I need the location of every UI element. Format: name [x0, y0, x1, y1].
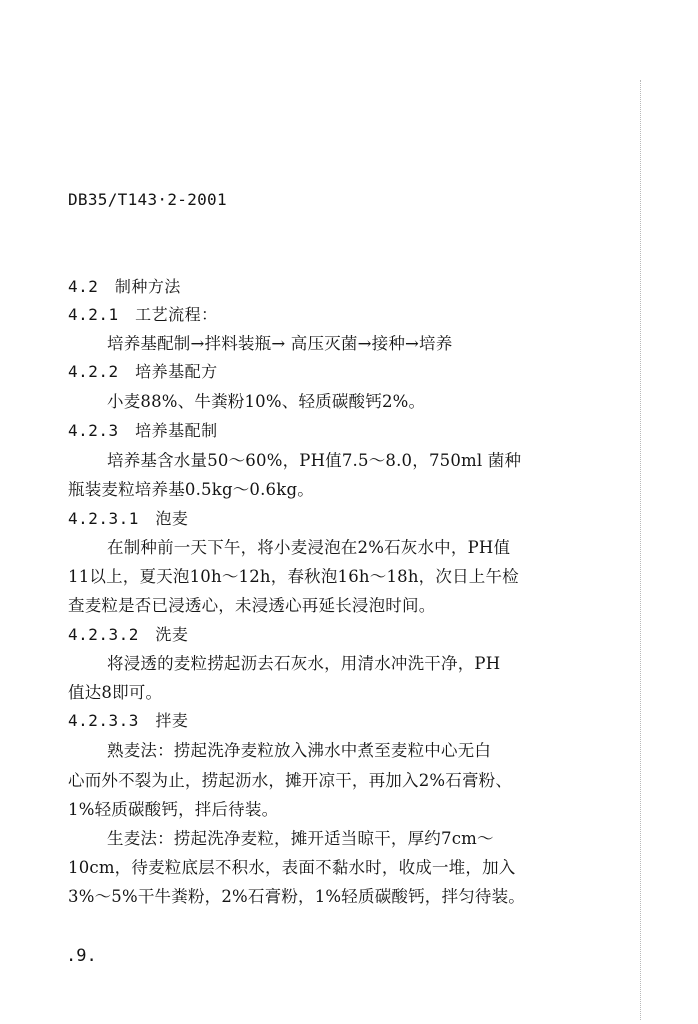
section-heading-4-2-1: 4.2.1 工艺流程： — [68, 305, 218, 324]
section-heading-4-2-3-1: 4.2.3.1 泡麦 — [68, 509, 189, 528]
section-heading-4-2-2: 4.2.2 培养基配方 — [68, 362, 218, 381]
section-heading-4-2-3-3: 4.2.3.3 拌麦 — [68, 711, 189, 730]
paragraph-line: 3%～5%干牛粪粉，2%石膏粉，1%轻质碳酸钙，拌匀待装。 — [68, 887, 526, 906]
paragraph-line: 心而外不裂为止，捞起沥水，摊开凉干，再加入2%石膏粉、 — [68, 771, 513, 790]
medium-formula-line: 小麦88%、牛粪粉10%、轻质碳酸钙2%。 — [107, 392, 426, 411]
scan-edge-divider — [640, 80, 642, 1020]
paragraph-line: 查麦粒是否已浸透心，未浸透心再延长浸泡时间。 — [68, 596, 436, 615]
paragraph-line: 将浸透的麦粒捞起沥去石灰水，用清水冲洗干净，PH — [107, 654, 501, 673]
paragraph-line: 培养基含水量50～60%，PH值7.5～8.0，750ml 菌种 — [107, 451, 522, 470]
section-heading-4-2-3: 4.2.3 培养基配制 — [68, 421, 218, 440]
standard-number-header: DB35/T143·2-2001 — [68, 190, 227, 209]
process-flow-line: 培养基配制→拌料装瓶→ 高压灭菌→接种→培养 — [107, 334, 453, 353]
paragraph-line: 10cm，待麦粒底层不积水，表面不黏水时，收成一堆，加入 — [68, 858, 516, 877]
section-heading-4-2: 4.2 制种方法 — [68, 277, 181, 296]
paragraph-line: 熟麦法：捞起洗净麦粒放入沸水中煮至麦粒中心无白 — [107, 741, 492, 760]
paragraph-line: 值达8即可。 — [68, 683, 163, 702]
section-heading-4-2-3-2: 4.2.3.2 洗麦 — [68, 625, 189, 644]
page-number: .9. — [66, 946, 97, 966]
paragraph-line: 1%轻质碳酸钙，拌后待装。 — [68, 800, 279, 819]
paragraph-line: 生麦法：捞起洗净麦粒，摊开适当晾干，厚约7cm～ — [107, 829, 494, 848]
paragraph-line: 11以上，夏天泡10h～12h，春秋泡16h～18h，次日上午检 — [68, 567, 519, 586]
paragraph-line: 瓶装麦粒培养基0.5kg～0.6kg。 — [68, 480, 314, 499]
paragraph-line: 在制种前一天下午，将小麦浸泡在2%石灰水中，PH值 — [107, 538, 511, 557]
